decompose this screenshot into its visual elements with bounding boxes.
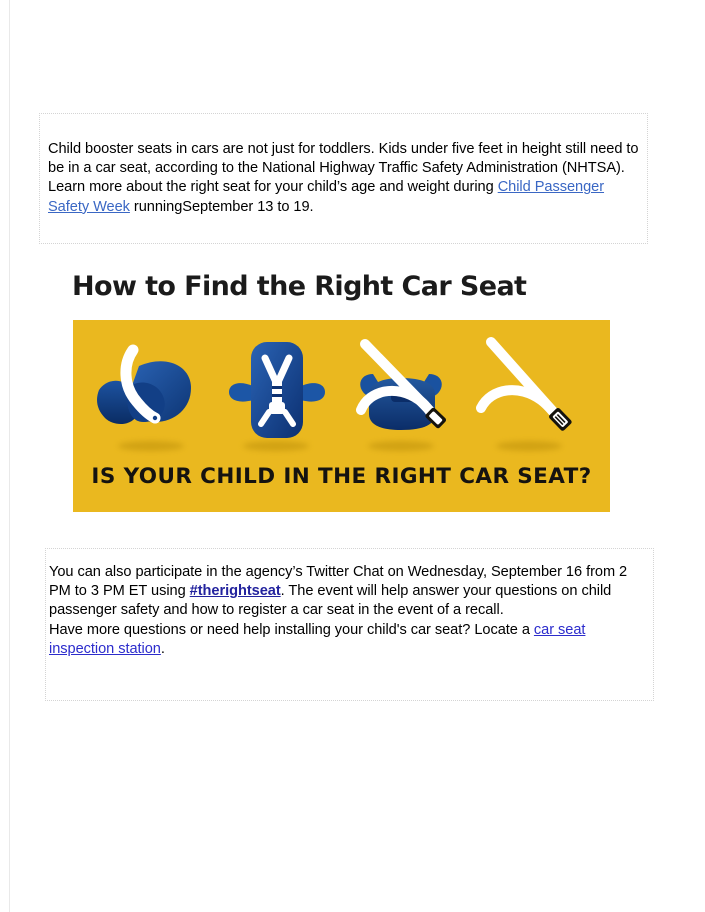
rear-facing-car-seat-icon: [87, 332, 215, 460]
followup-paragraphs: [49, 563, 643, 659]
followup-paragraph-2: [49, 621, 643, 659]
car-seat-banner: [73, 320, 610, 512]
booster-seat-icon: [339, 332, 467, 460]
followup-p2-after-link: .: [160, 640, 165, 657]
followup-p2-before-link: Have more questions or need help installing your child's car seat? Locate a: [49, 621, 534, 638]
intro-text-box: [39, 113, 648, 244]
intro-text-after-link: runningSeptember 13 to 19.: [129, 198, 314, 215]
followup-p1-after-link: . The event will help answer your questions on child passenger safety and how to register a car seat in the event of a recall.: [49, 583, 612, 619]
seat-icon-row: [73, 320, 610, 465]
child-passenger-safety-week-link[interactable]: Child Passenger Safety Week: [48, 179, 605, 215]
car-seat-graphic-block: [0, 258, 705, 518]
intro-text-before-link: Child booster seats in cars are not just for toddlers. Kids under five feet in height still need to be in a car seat, according to the National Highway Traffic Safety Administration (NHTSA). Learn more about the right seat for your child’s age and weight during: [48, 141, 639, 196]
followup-paragraph-1: [49, 563, 643, 621]
therightseat-hashtag-link[interactable]: #therightseat: [189, 583, 281, 600]
car-seat-inspection-station-link[interactable]: car seat inspection station: [49, 621, 586, 657]
followup-p1-before-link: You can also participate in the agency’s Twitter Chat on Wednesday, September 16 from 2 PM to 3 PM ET using: [49, 564, 628, 600]
graphic-heading: How to Find the Right Car Seat: [72, 271, 527, 302]
banner-caption: IS YOUR CHILD IN THE RIGHT CAR SEAT?: [91, 464, 592, 489]
seat-belt-icon: [465, 332, 593, 460]
followup-text-box: [45, 548, 654, 701]
intro-paragraph: [48, 140, 639, 217]
forward-facing-car-seat-icon: [213, 332, 341, 460]
